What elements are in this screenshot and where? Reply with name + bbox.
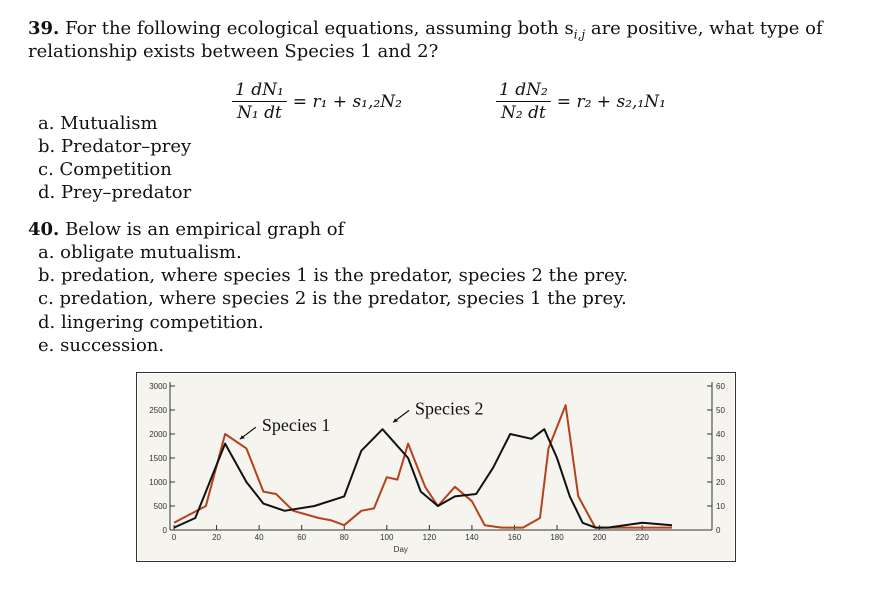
y-right-tick-label: 60 xyxy=(716,382,725,391)
x-tick-label: 0 xyxy=(171,533,177,542)
q39-option-d[interactable]: d. Prey–predator xyxy=(38,182,192,203)
y-right-tick-label: 40 xyxy=(716,430,725,439)
x-tick-label: 220 xyxy=(635,533,649,542)
x-tick-label: 80 xyxy=(339,533,349,542)
eq1-denominator: N₁ dt xyxy=(236,103,282,123)
q39-text-1: For the following ecological equations, assuming both s xyxy=(65,18,574,39)
eq2-denominator: N₂ dt xyxy=(500,103,546,123)
q39-text-1-end: are positive, what type of xyxy=(585,18,823,39)
eq1-fraction xyxy=(232,80,287,123)
eq2-fraction xyxy=(496,80,551,123)
y-right-tick-label: 20 xyxy=(716,478,725,487)
q39-line2: relationship exists between Species 1 and 2? xyxy=(28,41,439,62)
x-axis-label: Day xyxy=(393,545,408,554)
x-tick-label: 60 xyxy=(297,533,307,542)
y-right-tick-label: 0 xyxy=(716,526,721,535)
q40-number: 40. xyxy=(28,219,60,240)
y-left-tick-label: 1000 xyxy=(149,478,167,487)
eq1-rhs: = r₁ + s₁,₂N₂ xyxy=(292,91,402,112)
population-chart xyxy=(136,372,736,562)
q39-option-a[interactable]: a. Mutualism xyxy=(38,113,158,134)
x-tick-label: 100 xyxy=(380,533,394,542)
x-tick-label: 160 xyxy=(507,533,522,542)
q40-option-d[interactable]: d. lingering competition. xyxy=(38,312,264,333)
y-left-tick-label: 500 xyxy=(153,502,167,511)
y-left-tick-label: 3000 xyxy=(149,382,167,391)
q39-sub: i,j xyxy=(573,27,586,42)
q40-text: Below is an empirical graph of xyxy=(65,219,345,240)
x-tick-label: 140 xyxy=(465,533,479,542)
q39-option-b[interactable]: b. Predator–prey xyxy=(38,136,192,157)
equation-2 xyxy=(496,80,666,123)
y-right-tick-label: 30 xyxy=(716,454,725,463)
y-left-tick-label: 2500 xyxy=(149,406,167,415)
eq1-numerator: 1 dN₁ xyxy=(232,80,287,102)
q39-number: 39. xyxy=(28,18,60,39)
y-right-tick-label: 50 xyxy=(716,406,725,415)
species-1-label: Species 1 xyxy=(261,415,331,436)
x-tick-label: 120 xyxy=(422,533,437,542)
species-2-label: Species 2 xyxy=(415,398,484,419)
y-right-tick-label: 10 xyxy=(716,502,725,511)
eq2-numerator: 1 dN₂ xyxy=(496,80,551,102)
equation-1 xyxy=(232,80,402,123)
x-tick-label: 20 xyxy=(212,533,222,542)
q40-prompt xyxy=(28,218,344,241)
q40-option-b[interactable]: b. predation, where species 1 is the predator, species 2 the prey. xyxy=(38,265,629,286)
q40-option-c[interactable]: c. predation, where species 2 is the predator, species 1 the prey. xyxy=(38,288,627,309)
q40-option-e[interactable]: e. succession. xyxy=(38,335,165,356)
x-tick-label: 180 xyxy=(550,533,564,542)
x-tick-label: 200 xyxy=(592,533,607,542)
q39-option-c[interactable]: c. Competition xyxy=(38,159,172,180)
q40-option-a[interactable]: a. obligate mutualism. xyxy=(38,242,242,263)
y-left-tick-label: 0 xyxy=(162,526,167,535)
x-tick-label: 40 xyxy=(254,533,264,542)
y-left-tick-label: 1500 xyxy=(149,454,167,463)
eq2-rhs: = r₂ + s₂,₁N₁ xyxy=(556,91,666,112)
y-left-tick-label: 2000 xyxy=(149,430,167,439)
